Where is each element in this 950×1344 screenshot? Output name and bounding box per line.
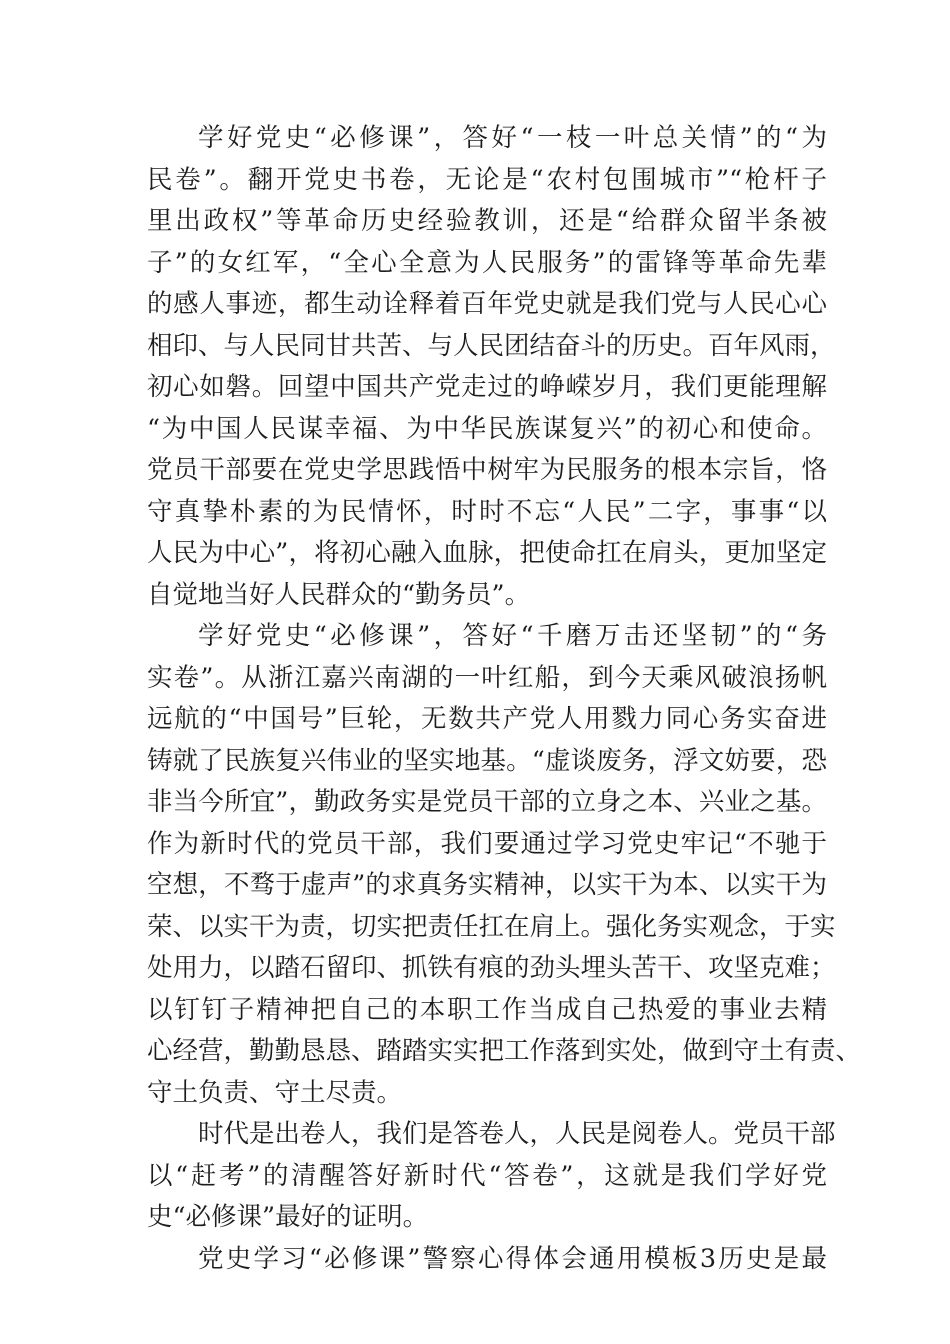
paragraph-2-line-9: 处用力，以踏石留印、抓铁有痕的劲头埋头苦干、攻坚克难； <box>147 953 836 983</box>
paragraph-3-line-1: 时代是出卷人，我们是答卷人，人民是阅卷人。党员干部 <box>198 1119 836 1149</box>
paragraph-2-line-6: 作为新时代的党员干部，我们要通过学习党史牢记“不驰于 <box>147 828 827 859</box>
paragraph-1-line-8: “为中国人民谋幸福、为中华民族谋复兴”的初心和使命。 <box>147 413 827 444</box>
paragraph-1-line-11: 人民为中心”，将初心融入血脉，把使命扛在肩头，更加坚定 <box>147 538 827 568</box>
paragraph-2-line-10: 以钉钉子精神把自己的本职工作当成自己热爱的事业去精 <box>147 994 827 1025</box>
paragraph-1-line-4: 子”的女红军，“全心全意为人民服务”的雷锋等革命先辈 <box>147 247 827 278</box>
paragraph-2-line-1: 学好党史“必修课”，答好“千磨万击还坚韧”的“务 <box>198 621 827 651</box>
paragraph-2-line-11: 心经营，勤勤恳恳、踏踏实实把工作落到实处，做到守土有责、 <box>147 1036 862 1066</box>
paragraph-1-line-1: 学好党史“必修课”，答好“一枝一叶总关情”的“为 <box>198 123 827 153</box>
paragraph-2-line-8: 荣、以实干为责，切实把责任扛在肩上。强化务实观念，于实 <box>147 911 836 942</box>
paragraph-1-line-7: 初心如磐。回望中国共产党走过的峥嵘岁月，我们更能理解 <box>147 372 827 402</box>
paragraph-2-line-12: 守土负责、守土尽责。 <box>147 1077 403 1108</box>
paragraph-4-line-1: 党史学习“必修课”警察心得体会通用模板3历史是最 <box>198 1243 827 1274</box>
paragraph-2-line-7: 空想，不骛于虚声”的求真务实精神，以实干为本、以实干为 <box>147 870 827 900</box>
paragraph-3-line-2: 以“赶考”的清醒答好新时代“答卷”，这就是我们学好党 <box>147 1160 827 1191</box>
document-body <box>147 118 862 1280</box>
paragraph-2-line-3: 远航的“中国号”巨轮，无数共产党人用戮力同心务实奋进 <box>147 704 827 734</box>
paragraph-2-line-2: 实卷”。从浙江嘉兴南湖的一叶红船，到今天乘风破浪扬帆 <box>147 662 827 693</box>
paragraph-1-line-3: 里出政权”等革命历史经验教训，还是“给群众留半条被 <box>147 206 827 236</box>
paragraph-1-line-2: 民卷”。翻开党史书卷，无论是“农村包围城市”“枪杆子 <box>147 164 827 195</box>
paragraph-2-line-5: 非当今所宜”，勤政务实是党员干部的立身之本、兴业之基。 <box>147 787 827 817</box>
paragraph-3-line-3: 史“必修课”最好的证明。 <box>147 1202 429 1232</box>
paragraph-1-line-10: 守真挚朴素的为民情怀，时时不忘“人民”二字，事事“以 <box>147 496 827 527</box>
paragraph-1-line-6: 相印、与人民同甘共苦、与人民团结奋斗的历史。百年风雨， <box>147 330 836 361</box>
paragraph-1-line-9: 党员干部要在党史学思践悟中树牢为民服务的根本宗旨，恪 <box>147 455 827 485</box>
paragraph-1-line-5: 的感人事迹，都生动诠释着百年党史就是我们党与人民心心 <box>147 289 827 319</box>
paragraph-2-line-4: 铸就了民族复兴伟业的坚实地基。“虚谈废务，浮文妨要，恐 <box>147 745 827 776</box>
paragraph-1-line-12: 自觉地当好人民群众的“勤务员”。 <box>147 579 531 610</box>
